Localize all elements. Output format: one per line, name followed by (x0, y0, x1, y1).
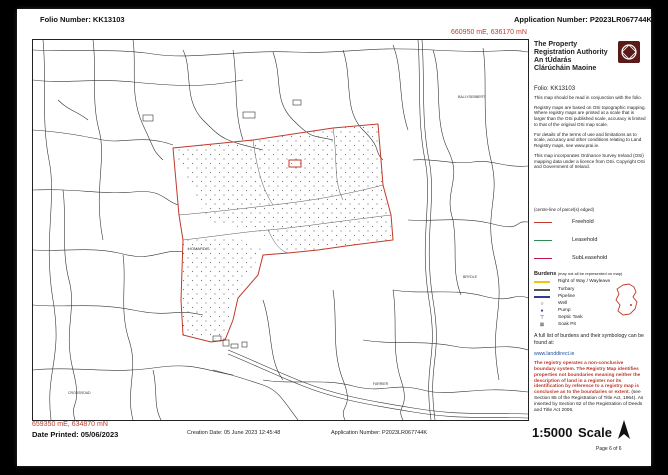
registry-map-page (17, 9, 651, 466)
authority-name: The Property Registration Authority An tÚdarás Clárúcháin Maoine (534, 41, 608, 73)
townland-label: HOMARDIS (188, 246, 210, 251)
folio-number: Folio Number: KK13103 (40, 15, 125, 24)
page-number: Page 6 of 6 (596, 446, 622, 452)
well-icon: ○ (540, 301, 544, 307)
boundary-disclaimer: The registry operates a non-conclusive boundary system. The Registry Map identifies properties not boundaries meaning neither the description of land in a register nor its identification by reference to a registry map is conclusive as to the boundaries or extent. (see Section 85 of the Registration of Title Act, 1964). As inserted by Section 62 of the Registration of Deeds and Title Act 2006. (534, 361, 644, 413)
septic-tank-icon: ⊤ (539, 315, 545, 321)
scale-word: Scale (578, 425, 612, 440)
note-read-with-folio: This map should be read in conjunction with the folio. (534, 95, 643, 100)
top-right-coordinate: 660950 mE, 636170 mN (451, 29, 527, 36)
road-label-right: BRYDLE (463, 275, 477, 279)
road-label-upper: BALLYDEBBERT (458, 95, 486, 99)
map-canvas (33, 40, 528, 420)
subleasehold-swatch (534, 258, 552, 259)
date-printed: Date Printed: 05/06/2023 (32, 430, 119, 439)
centre-line-note: (centre-line of parcel(s) edged) (534, 207, 595, 212)
full-list-note: A full list of burdens and their symbology can be found at: (534, 333, 644, 346)
map-frame (32, 39, 529, 421)
parcel-hatching (173, 124, 393, 340)
legend-folio: Folio: KK13103 (534, 86, 576, 92)
road-label-bottom-mid: FARRIER (373, 382, 389, 386)
creation-date: Creation Date: 05 June 2023 12:45:48 (187, 430, 281, 436)
road-label-bottom-left: CROSSROAD (68, 391, 91, 395)
soak-pit-icon: ⊠ (539, 322, 545, 328)
footer-application-number: Application Number: P2023LR067744K (331, 430, 428, 436)
burdens-heading: Burdens (may not all be represented on map) (534, 271, 623, 277)
map-scale: 1:5000 (532, 425, 573, 440)
pipeline-line (534, 296, 550, 298)
note-terms-of-use: For details of the terms of use and limitations as to scale, accuracy and other conditions relating to Land Registry maps, see www.prai.ie. (534, 131, 642, 149)
leasehold-swatch (534, 240, 552, 241)
ireland-outline-icon (614, 283, 640, 317)
landdirect-link[interactable]: www.landdirect.ie (534, 351, 575, 357)
note-osi-mapping: Registry maps are based on OSi topographic mapping. Where registry maps are printed at a scale that is larger than the OSi published scale, accuracy is limited to that of the original OSi map scale. (534, 104, 646, 127)
bottom-left-coordinate: 659350 mE, 634870 mN (32, 421, 108, 428)
note-osi-licence: This map incorporates Ordnance Survey Ireland (OSi) mapping data under a licence from OSi. Copyright OSi and Government of Ireland. (534, 152, 645, 170)
right-of-way-line (534, 281, 550, 283)
legend-panel: The Property Registration Authority An tÚdarás Clárúcháin Maoine Folio: KK13103 This map should be read in conjunction with the folio. Registry maps are based on OSi topographic mapping. Where registry maps are printed at a scale that is larger than the OSi published scale, accuracy is limited to that of the original OSi map scale. For details of the terms of use and limitations as to scale, accuracy and other conditions relating to Land Registry maps, see www.prai.ie. This map incorporates Ordnance Survey Ireland (OSi) mapping data under a licence from OSi. Copyright OSi and Government of Ireland. (centre-line of parcel(s) edged) Freehold Leasehold SubLeasehold Burdens (may not all be represented on map) Right of Way / Wayleave Turbary Pipeline ○ Well ● Pump ⊤ Septic Tank ⊠ Soak Pit A full list of burdens and their symbology can be found at: www.landdirect.ie The registry operates a non-conclusive boundary system. The Registry Map identifies properties not boundaries meaning neither the description of land in a register nor its identification by reference to a registry map is conclusive as to the boundaries or extent. (see Section 85 of the Registration of Title Act, 1964). As inserted by Section 62 of the Registration of Deeds and Title Act 2006. (534, 41, 646, 413)
turbary-line (534, 289, 550, 291)
north-arrow-icon (616, 419, 632, 441)
authority-logo (618, 41, 640, 63)
pump-icon: ● (540, 308, 544, 314)
freehold-swatch (534, 222, 552, 223)
application-number: Application Number: P2023LR067744K (514, 15, 652, 24)
